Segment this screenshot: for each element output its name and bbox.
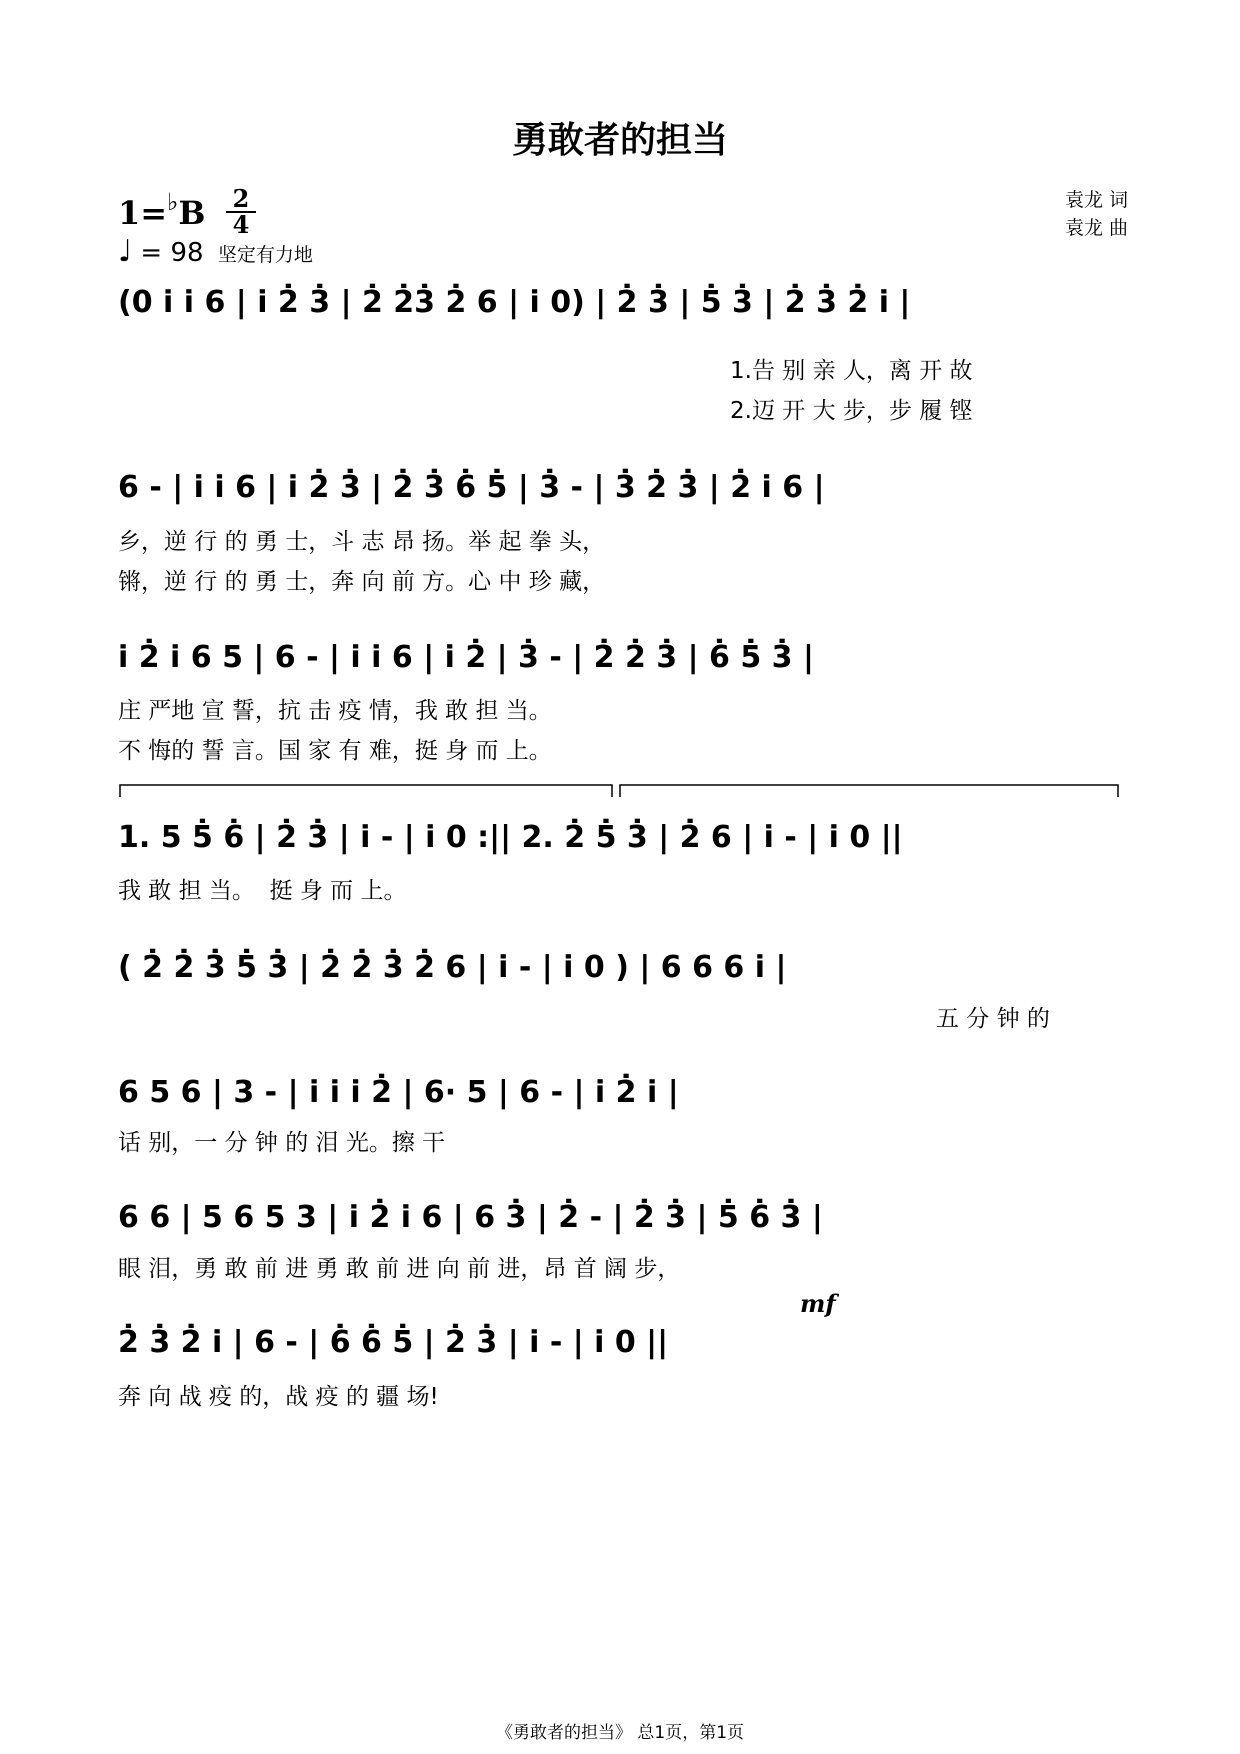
- system-2-lyric-2: 锵，逆 行 的 勇 士，奔 向 前 方。心 中 珍 藏，: [118, 569, 606, 595]
- key-prefix: 1=: [118, 194, 168, 232]
- key-signature: [118, 188, 205, 232]
- system-6-lyric-1: 话 别，一 分 钟 的 泪 光。擦 干: [118, 1130, 446, 1156]
- system-4-lyric-1: 我 敢 担 当。 挺 身 而 上。: [118, 878, 407, 904]
- system-5-notation: ( 2̇ 2̇ 3̇ 5̇ 3̇ | 2̇ 2̇ 3̇ 2̇ 6 | i̇ - | i̇ 0 ) | 6 6 6 i̇ |: [118, 950, 787, 985]
- system-5: [0, 935, 1240, 995]
- system-1: [0, 270, 1240, 330]
- system-7: [0, 1185, 1240, 1245]
- quarter-note-icon: ♩: [118, 234, 133, 269]
- time-top: 2: [232, 184, 250, 213]
- system-4-notation: 1. 5 5̇ 6̇ | 2̇ 3̇ | i̇ - | i̇ 0 :|| 2. 2̇ 5̇ 3̇ | 2̇ 6 | i̇ - | i̇ 0 ||: [118, 820, 903, 855]
- time-bottom: 4: [232, 210, 250, 239]
- system-4: [0, 775, 1240, 865]
- key-note: B: [178, 194, 206, 232]
- dynamic-marking: mf: [800, 1290, 836, 1318]
- system-3-notation: i̇ 2̇ i̇ 6 5 | 6 - | i̇ i̇ 6 | i̇ 2̇ | 3̇ - | 2̇ 2̇ 3̇ | 6̇ 5̇ 3̇ |: [118, 640, 814, 675]
- system-8-notation: 2̇ 3̇ 2̇ i̇ | 6 - | 6̇ 6̇ 5̇ | 2̇ 3̇ | i̇ - | i̇ 0 ||: [118, 1325, 669, 1360]
- system-6-notation: 6 5 6 | 3 - | i̇ i̇ i̇ 2̇ | 6· 5 | 6 - | i̇ 2̇ i̇ |: [118, 1075, 679, 1110]
- system-5-lyric-1: 五 分 钟 的: [936, 1006, 1050, 1032]
- system-8-lyric-1: 奔 向 战 疫 的，战 疫 的 疆 场!: [118, 1384, 439, 1410]
- system-3-lyric-2: 不 悔的 誓 言。国 家 有 难，挺 身 而 上。: [118, 738, 552, 764]
- system-2-lyric-1: 乡，逆 行 的 勇 士，斗 志 昂 扬。举 起 拳 头，: [118, 529, 606, 555]
- system-1-notation: (0 i̇ i̇ 6 | i̇ 2̇ 3̇ | 2̇ 2̇3̇ 2̇ 6 | i̇ 0) | 2̇ 3̇ | 5̇ 3̇ | 2̇ 3̇ 2̇ i̇ |: [118, 285, 911, 320]
- time-signature: [226, 184, 256, 239]
- expression-marking: 坚定有力地: [217, 244, 313, 266]
- system-8: [0, 1290, 1240, 1370]
- system-6: [0, 1060, 1240, 1120]
- page-footer: 《勇敢者的担当》 总1页，第1页: [495, 1723, 745, 1743]
- lyricist: 袁龙 词: [1064, 189, 1128, 211]
- tempo-marking: [118, 234, 313, 269]
- system-3: [0, 625, 1240, 685]
- system-1-lyric-2: 2.迈 开 大 步，步 履 铿: [730, 398, 973, 424]
- composer: 袁龙 曲: [1064, 217, 1128, 239]
- system-1-lyric-1: 1.告 别 亲 人，离 开 故: [730, 358, 973, 384]
- tempo-value: = 98: [140, 238, 204, 268]
- song-title: 勇敢者的担当: [511, 120, 728, 161]
- volta-2-bracket: [620, 785, 1118, 797]
- system-7-lyric-1: 眼 泪，勇 敢 前 进 勇 敢 前 进 向 前 进，昂 首 阔 步，: [118, 1256, 681, 1282]
- flat-sign: ♭: [167, 188, 179, 216]
- system-3-lyric-1: 庄 严地 宣 誓，抗 击 疫 情，我 敢 担 当。: [118, 698, 552, 724]
- system-7-notation: 6 6 | 5 6 5 3 | i̇ 2̇ i̇ 6 | 6 3̇ | 2̇ - | 2̇ 3̇ | 5̇ 6̇ 3̇ |: [118, 1200, 823, 1235]
- system-2-notation: 6 - | i̇ i̇ 6 | i̇ 2̇ 3̇ | 2̇ 3̇ 6̇ 5̇ | 3̇ - | 3̇ 2̇ 3̇ | 2̇ i̇ 6 |: [118, 470, 825, 505]
- volta-1-bracket: [120, 785, 612, 797]
- credits: [1065, 186, 1128, 242]
- system-2: [0, 455, 1240, 515]
